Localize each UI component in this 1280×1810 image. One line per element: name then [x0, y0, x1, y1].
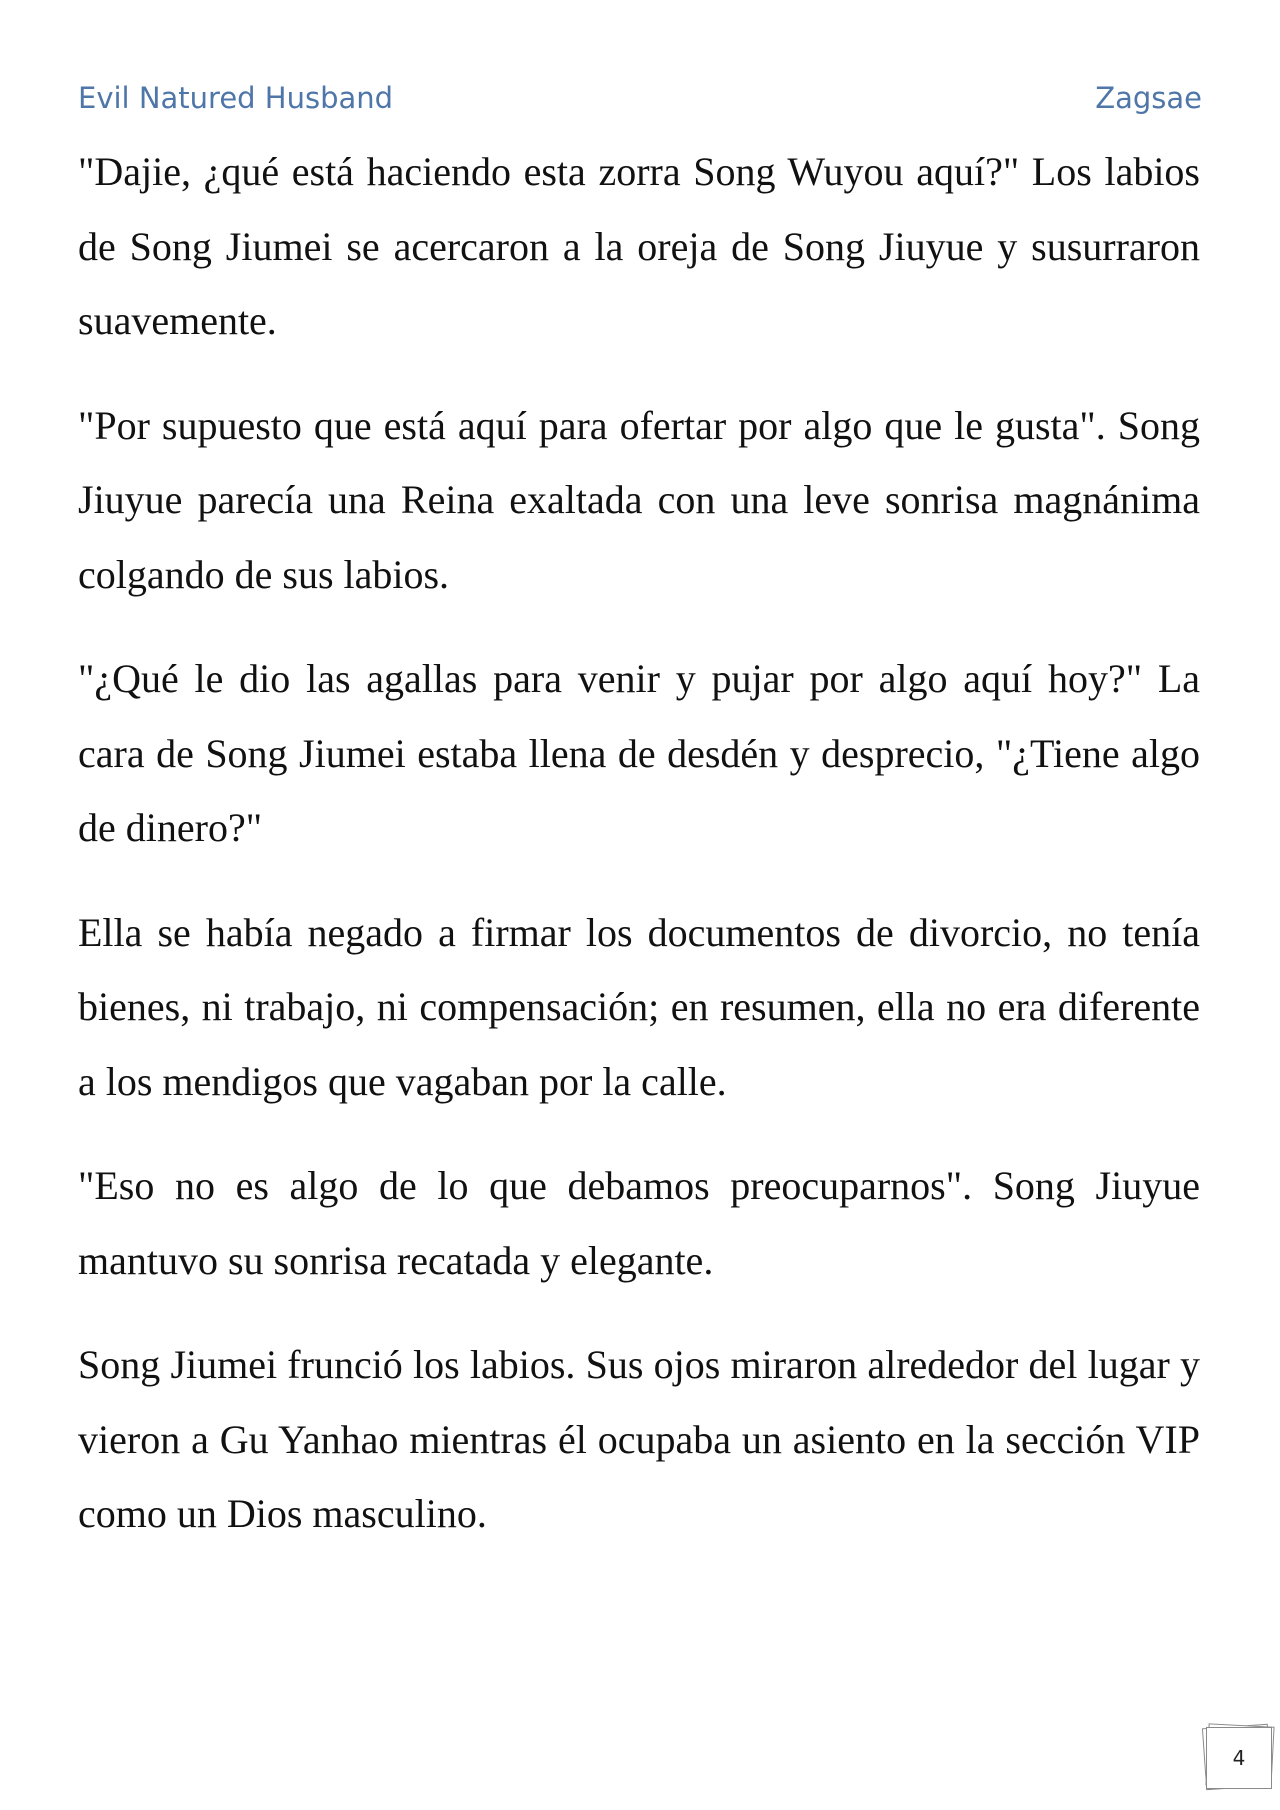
body-text — [78, 135, 1200, 1582]
header-book-title: Evil Natured Husband — [78, 81, 394, 115]
page-number-box — [1204, 1724, 1276, 1790]
paragraph: Song Jiumei frunció los labios. Sus ojos miraron alrededor del lugar y vieron a Gu Yanhao mientras él ocupaba un asiento en la sección VIP como un Dios masculino. — [78, 1342, 1200, 1536]
paragraph: "Por supuesto que está aquí para ofertar por algo que le gusta". Song Jiuyue parecía una Reina exaltada con una leve sonrisa magnánima colgando de sus labios. — [78, 402, 1200, 597]
paragraph: Ella se había negado a firmar los documentos de divorcio, no tenía bienes, ni trabajo, ni compensación; en resumen, ella no era diferente a los mendigos que vagaban por la calle. — [78, 909, 1200, 1104]
page-header — [78, 78, 1202, 118]
paragraph: "Dajie, ¿qué está haciendo esta zorra Song Wuyou aquí?" Los labios de Song Jiumei se acercaron a la oreja de Song Jiuyue y susurraron suavemente. — [78, 149, 1200, 343]
paragraph: "¿Qué le dio las agallas para venir y pujar por algo aquí hoy?" La cara de Song Jiumei estaba llena de desdén y desprecio, "¿Tiene algo de dinero?" — [78, 656, 1200, 850]
header-author: Zagsae — [1095, 81, 1202, 115]
paragraph: "Eso no es algo de lo que debamos preocuparnos". Song Jiuyue mantuvo su sonrisa recatada y elegante. — [78, 1163, 1200, 1283]
page-number: 4 — [1206, 1727, 1272, 1789]
